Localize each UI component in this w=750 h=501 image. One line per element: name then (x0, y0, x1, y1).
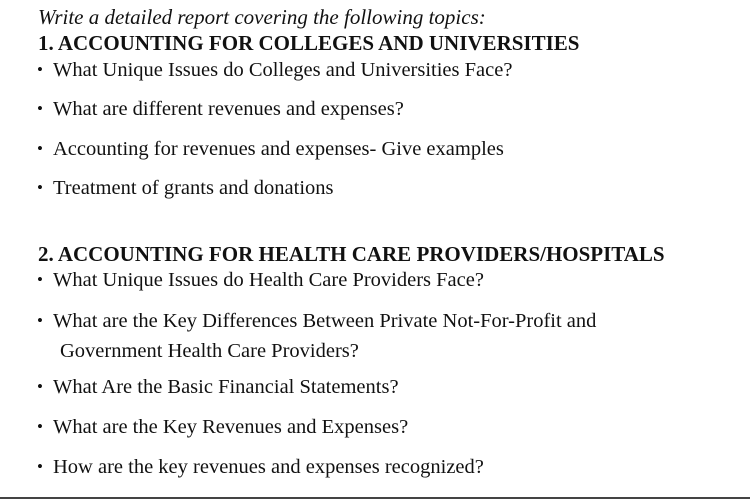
bullet-icon: • (37, 99, 43, 118)
list-item-text: Treatment of grants and donations (53, 177, 334, 199)
list-item (37, 177, 334, 200)
list-item (37, 310, 596, 333)
list-item (37, 59, 512, 82)
bullet-icon: • (37, 311, 43, 330)
bullet-icon: • (37, 60, 43, 79)
list-item-text: How are the key revenues and expenses recognized? (53, 456, 484, 478)
list-item (37, 98, 404, 121)
list-item-text: What Unique Issues do Colleges and Universities Face? (53, 59, 513, 81)
bullet-icon: • (37, 457, 43, 476)
bullet-icon: • (37, 178, 43, 197)
list-item-text: What are different revenues and expenses? (53, 98, 404, 120)
list-item-text: What are the Key Differences Between Private Not-For-Profit and (53, 310, 597, 332)
section-1-heading: 1. ACCOUNTING FOR COLLEGES AND UNIVERSITIES (38, 31, 580, 55)
bullet-icon: • (37, 270, 43, 289)
list-item-text: What are the Key Revenues and Expenses? (53, 416, 409, 438)
bullet-icon: • (37, 417, 43, 436)
intro-instruction: Write a detailed report covering the following topics: (38, 5, 486, 29)
list-item-text: Accounting for revenues and expenses- Give examples (53, 138, 504, 160)
list-item (37, 456, 484, 479)
list-item (37, 138, 504, 161)
list-item (37, 269, 484, 292)
bullet-icon: • (37, 139, 43, 158)
list-item-text: What Are the Basic Financial Statements? (53, 376, 399, 398)
bottom-divider (0, 497, 750, 499)
list-item (37, 376, 399, 399)
bullet-icon: • (37, 377, 43, 396)
list-item-text: What Unique Issues do Health Care Providers Face? (53, 269, 484, 291)
list-item (37, 416, 408, 439)
list-item-continuation: Government Health Care Providers? (60, 340, 359, 362)
section-2-heading: 2. ACCOUNTING FOR HEALTH CARE PROVIDERS/HOSPITALS (38, 242, 665, 266)
